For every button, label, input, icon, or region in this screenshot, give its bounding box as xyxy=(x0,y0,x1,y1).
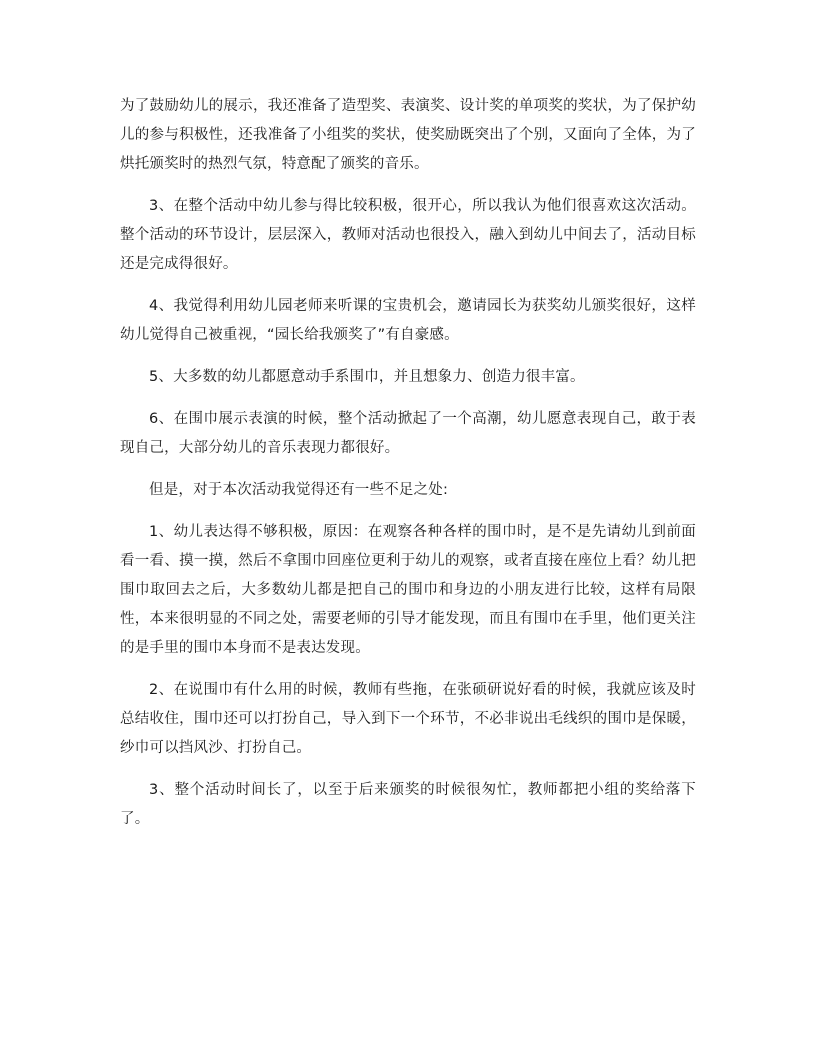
paragraph-point-3: 3、在整个活动中幼儿参与得比较积极，很开心，所以我认为他们很喜欢这次活动。整个活动的环节设计，层层深入，教师对活动也很投入，融入到幼儿中间去了，活动目标还是完成得很好。 xyxy=(120,198,696,272)
paragraph-point-5: 5、大多数的幼儿都愿意动手系围巾，并且想象力、创造力很丰富。 xyxy=(149,369,585,385)
paragraph-awards: 为了鼓励幼儿的展示，我还准备了造型奖、表演奖、设计奖的单项奖的奖状，为了保护幼儿的参与积极性，还我准备了小组奖的奖状，使奖励既突出了个别，又面向了全体，为了烘托颁奖时的热烈气氛，特意配了颁奖的音乐。 xyxy=(120,98,696,172)
paragraph-shortcoming-2: 2、在说围巾有什么用的时候，教师有些拖，在张硕研说好看的时候，我就应该及时总结收住，围巾还可以打扮自己，导入到下一个环节，不必非说出毛线织的围巾是保暖，纱巾可以挡风沙、打扮自己。 xyxy=(120,682,696,756)
paragraph-shortcoming-3: 3、整个活动时间长了，以至于后来颁奖的时候很匆忙，教师都把小组的奖给落下了。 xyxy=(120,782,696,827)
paragraph-shortcomings-intro: 但是，对于本次活动我觉得还有一些不足之处: xyxy=(149,482,449,498)
paragraph-point-4: 4、我觉得利用幼儿园老师来听课的宝贵机会，邀请园长为获奖幼儿颁奖很好，这样幼儿觉得自己被重视，“园长给我颁奖了”有自豪感。 xyxy=(120,298,696,343)
document-body xyxy=(120,92,696,847)
paragraph-shortcoming-1: 1、幼儿表达得不够积极，原因：在观察各种各样的围巾时，是不是先请幼儿到前面看一看、摸一摸，然后不拿围巾回座位更利于幼儿的观察，或者直接在座位上看？幼儿把围巾取回去之后，大多数幼儿都是把自己的围巾和身边的小朋友进行比较，这样有局限性，本来很明显的不同之处，需要老师的引导才能发现，而且有围巾在手里，他们更关注的是手里的围巾本身而不是表达发现。 xyxy=(120,524,696,656)
paragraph-point-6: 6、在围巾展示表演的时候，整个活动掀起了一个高潮，幼儿愿意表现自己，敢于表现自己，大部分幼儿的音乐表现力都很好。 xyxy=(120,411,696,456)
